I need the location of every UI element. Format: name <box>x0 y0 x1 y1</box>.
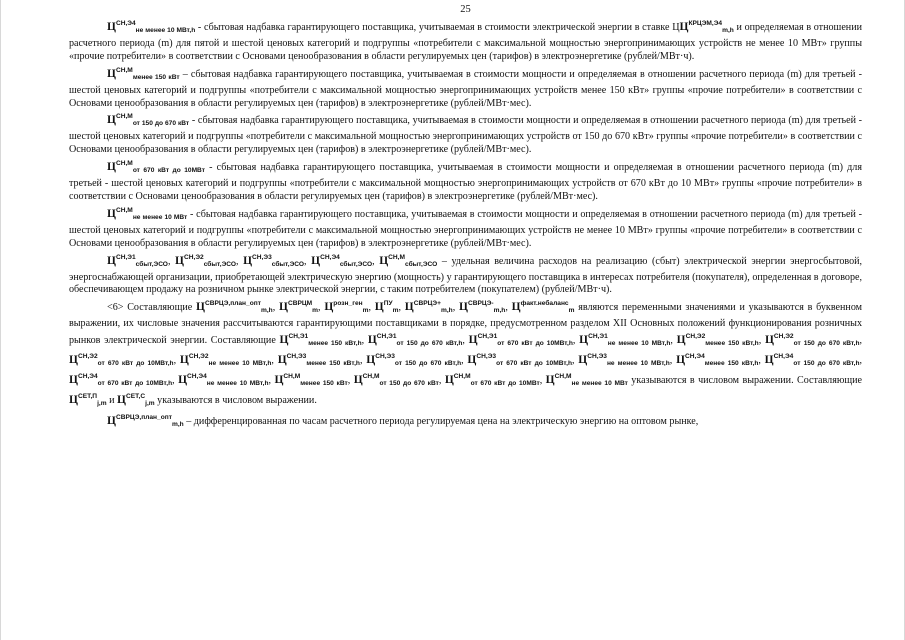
symbol-subscript: не менее 10 МВт,h <box>606 360 670 368</box>
last-paragraph <box>69 412 862 432</box>
symbol-subscript: сбыт,ЭСО <box>405 260 438 268</box>
symbol-subscript: менее 150 кВт,h <box>308 340 362 348</box>
symbol-base: Ц <box>367 334 377 347</box>
paragraph-text: – дифференцированная по часам расчетного периода регулируемая цена на электрическую энергию на оптовом рынке, <box>183 415 699 427</box>
symbol-subscript: от 670 кВт до 10МВт <box>470 379 540 387</box>
paragraph-text: указываются в числовом выражении. <box>154 394 317 406</box>
symbol-superscript: СН,М <box>115 206 133 214</box>
paragraph-text: - сбытовая надбавка гарантирующего поставщика, учитываемая в стоимости мощности и определяемая в отношении расчетного периода (m) для третьей - шестой ценовых категорий и подгруппы «потребители с максимальной мощностью энергопринимающих устройств от 670 кВт до 10 МВт» группы «прочие потребители» в соответствии с Основами ценообразования в области регулируемых цен (тарифов) в электроэнергетике (рублей/МВт·мес). <box>69 162 862 202</box>
symbol-superscript: СН,М <box>115 160 133 168</box>
formula-symbol <box>107 208 187 220</box>
formula-symbol <box>180 354 272 366</box>
symbol-subscript: не менее 10 МВт,h <box>208 360 272 368</box>
symbol-base: Ц <box>279 334 289 347</box>
symbol-base: Ц <box>579 334 589 347</box>
symbol-superscript: СН,Э1 <box>288 333 309 341</box>
formula-symbol <box>178 374 268 386</box>
symbol-superscript: СН,Э4 <box>320 253 340 261</box>
formula-symbol <box>677 334 759 346</box>
symbol-subscript: от 150 до 670 кВт <box>132 120 190 128</box>
formula-symbol <box>676 354 758 366</box>
formula-symbol <box>467 354 572 366</box>
symbol-base: Ц <box>196 301 205 314</box>
symbol-base: Ц <box>764 354 774 367</box>
symbol-superscript: СВРЦЭ,план_опт <box>115 413 172 421</box>
symbol-superscript: ПУ <box>383 300 393 308</box>
symbol-subscript: менее 150 кВт,h <box>704 360 759 368</box>
formula-symbol <box>765 354 860 366</box>
symbol-base: Ц <box>467 354 477 367</box>
symbol-subscript: m,h <box>493 307 506 315</box>
symbol-superscript: СН,М <box>115 113 133 121</box>
formula-symbol <box>459 301 505 313</box>
symbol-base: Ц <box>578 354 588 367</box>
symbol-superscript: СЕТ,С <box>126 392 146 400</box>
formula-symbol <box>311 255 372 267</box>
symbol-base: Ц <box>107 67 116 80</box>
symbol-superscript: СВРЦЭ+ <box>413 300 441 308</box>
formula-symbol <box>546 374 628 386</box>
symbol-subscript: от 670 кВт до 10МВт,h <box>496 360 572 368</box>
symbol-base: Ц <box>179 354 189 367</box>
symbol-base: Ц <box>764 334 774 347</box>
symbol-superscript: СВРЦЭ,план_опт <box>204 300 261 308</box>
formula-symbol <box>278 354 360 366</box>
formula-symbol <box>274 374 347 386</box>
symbol-superscript: СН,Э2 <box>773 333 794 341</box>
symbol-subscript: менее 150 кВт,h <box>306 360 360 368</box>
symbol-base: Ц <box>324 301 334 314</box>
symbol-subscript: от 150 до 670 кВт,h <box>793 360 860 368</box>
symbol-base: Ц <box>107 414 116 427</box>
symbol-superscript: СН,М <box>453 372 471 380</box>
symbol-superscript: СН,М <box>554 372 572 380</box>
symbol-superscript: СН,М <box>362 372 380 380</box>
symbol-base: Ц <box>511 301 521 314</box>
symbol-superscript: КРЦЭМ,Э4 <box>688 20 723 27</box>
formula-symbol <box>107 415 184 427</box>
symbol-subscript: менее 150 кВт <box>132 73 180 81</box>
symbol-subscript: сбыт,ЭСО <box>271 260 305 268</box>
symbol-superscript: СН,М <box>388 253 405 261</box>
symbol-superscript: СН,Э3 <box>587 353 607 361</box>
formula-symbol <box>512 301 575 313</box>
symbol-superscript: СН,М <box>115 66 133 74</box>
symbol-base: Ц <box>374 301 384 314</box>
sbyt-paragraph: $Ц^{СН,Э1}_{сбыт,ЭСО}$, $Ц^{СН,Э2}_{сбыт,ЭСО}$, $Ц^{СН,Э3}_{сбыт,ЭСО}$, $Ц^{СН,Э4}_{сбыт,ЭСО}$, $Ц^{СН,М}_{сбыт,ЭСО}$ – удельная величина расходов на реализацию (сбыт) электрической энергии энергосбытовой, энергоснабжающей организации, приобретающей электрическую энергию (мощность) у гарантирующего поставщика в интересах потребителя (покупателя), определенная в договоре, обеспечивающем продажу на розничном рынке электрической энергии, с таким потребителем (покупателем) (рублей/МВт·ч). <box>69 253 863 296</box>
symbol-base: Ц <box>69 354 78 367</box>
symbol-base: Ц <box>444 373 454 386</box>
symbol-subscript: от 150 до 670 кВт,h <box>394 360 462 368</box>
symbol-base: Ц <box>107 114 116 127</box>
symbol-subscript: m,h <box>260 307 273 315</box>
paragraph-text: – удельная величина расходов на реализацию (сбыт) электрической энергии энергосбытовой, энергоснабжающей организации, приобретающей электрическую энергию (мощность) у гарантирующего поставщика в интересах потребителя (покупателя), определенная в договоре, обеспечивающем продажу на розничном рынке электрической энергии, с таким потребителем (покупателем) (рублей/МВт·ч). <box>69 255 863 296</box>
symbol-superscript: СН,Э3 <box>252 253 272 261</box>
symbol-superscript: СН,Э4 <box>685 353 705 361</box>
symbol-base: Ц <box>107 254 116 267</box>
symbol-superscript: СН,М <box>283 372 301 380</box>
symbol-subscript: менее 150 кВт,h <box>705 340 759 348</box>
symbol-base: Ц <box>353 373 363 386</box>
formula-symbol <box>469 334 573 346</box>
definition-paragraph <box>69 158 862 204</box>
paragraph-text: <6> Составляющие <box>107 302 196 314</box>
symbol-superscript: СН,Э2 <box>685 333 706 341</box>
symbol-base: Ц <box>117 393 126 406</box>
symbol-subscript: от 670 кВт до 10МВт,h <box>97 360 174 368</box>
page-number: 25 <box>460 4 471 15</box>
formula-symbol <box>368 334 463 346</box>
symbol-base: Ц <box>545 373 555 386</box>
formula-symbol <box>69 354 174 366</box>
symbol-subscript: не менее 10 МВт,h <box>135 27 196 34</box>
symbol-superscript: СН,Э4 <box>115 20 136 27</box>
symbol-subscript: m <box>568 307 575 315</box>
symbol-subscript: от 670 кВт до 10МВт <box>132 167 205 175</box>
symbol-superscript: СВРЦМ <box>287 300 313 308</box>
symbol-base: Ц <box>468 334 478 347</box>
symbol-subscript: m,h <box>722 27 734 34</box>
symbol-superscript: СН,Э4 <box>773 353 794 361</box>
formula-symbol <box>107 68 180 80</box>
symbol-base: Ц <box>274 373 284 386</box>
formula-symbol <box>107 255 168 267</box>
symbol-subscript: не менее 10 МВт,h <box>206 379 269 387</box>
symbol-subscript: не менее 10 МВт <box>571 379 628 387</box>
symbol-superscript: СВРЦЭ- <box>467 300 494 308</box>
symbol-superscript: СН,Э1 <box>588 333 608 341</box>
symbol-subscript: от 150 до 670 кВт,h <box>396 340 463 348</box>
symbol-base: Ц <box>278 301 288 314</box>
symbol-superscript: СН,Э1 <box>115 253 136 261</box>
symbol-base: Ц <box>679 21 689 33</box>
symbol-base: Ц <box>676 354 686 367</box>
symbol-superscript: факт.небаланс <box>520 300 569 308</box>
symbol-subscript: j,m <box>97 399 107 407</box>
paragraph-text: указываются в числовом выражении. Составляющие <box>627 374 863 386</box>
symbol-subscript: от 150 до 670 кВт,h <box>793 340 860 348</box>
formula-symbol <box>107 21 195 33</box>
symbol-subscript: менее 150 кВт <box>300 379 348 387</box>
symbol-subscript: от 670 кВт до 10МВт,h <box>497 340 573 348</box>
formula-symbol <box>175 255 236 267</box>
symbol-base: Ц <box>366 354 376 367</box>
symbol-superscript: СН,Э3 <box>286 353 307 361</box>
formula-symbol <box>324 301 368 313</box>
symbol-base: Ц <box>277 354 287 367</box>
symbol-subscript: j,m <box>145 399 155 407</box>
paragraph-text: - сбытовая надбавка гарантирующего поставщика, учитываемая в стоимости мощности и определяемая в отношении расчетного периода (m) для третьей - шестой ценовых категорий и подгруппы «потребители с максимальной мощностью энергопринимающих устройств от 150 до 670 кВт» группы «прочие потребители» в соответствии с Основами ценообразования в области регулируемых цен (тарифов) в электроэнергетике (рублей/МВт·мес). <box>69 115 863 156</box>
formula-symbol <box>107 114 189 126</box>
symbol-base: Ц <box>107 21 116 33</box>
symbol-superscript: розн_ген <box>333 300 363 308</box>
formula-symbol <box>69 374 172 386</box>
symbol-superscript: СН,Э3 <box>375 353 395 361</box>
symbol-superscript: СН,Э4 <box>187 372 207 380</box>
symbol-base: Ц <box>107 207 116 220</box>
definition-paragraph <box>69 18 862 64</box>
symbol-base: Ц <box>243 254 253 267</box>
formula-symbol <box>366 354 461 366</box>
symbol-superscript: СН,Э1 <box>477 333 498 341</box>
definition-paragraph <box>69 111 862 157</box>
symbol-superscript: СЕТ,П <box>77 392 98 400</box>
symbol-subscript: не менее 10 МВт,h <box>607 340 671 348</box>
formula-symbol <box>243 255 304 267</box>
symbol-subscript: сбыт,ЭСО <box>203 260 236 268</box>
symbol-subscript: сбыт,ЭСО <box>339 260 373 268</box>
formula-symbol <box>765 334 860 346</box>
formula-symbol <box>117 394 155 406</box>
symbol-subscript: m,h <box>171 420 184 428</box>
paragraph-text: являются переменными значениями и указываются в буквенном выражении, их числовые значения рассчитываются гарантирующими поставщиками в порядке, предусмотренном разделом XII Основных положений функционирования розничных рынков электрической энергии. Составляющие <box>69 302 863 347</box>
formula-symbol <box>445 374 540 386</box>
symbol-base: Ц <box>311 254 321 267</box>
symbol-subscript: от 150 до 670 кВт <box>379 379 439 387</box>
symbol-base: Ц <box>404 301 414 314</box>
symbol-subscript: m <box>362 307 369 315</box>
paragraph-text: и определяемая в отношении расчетного периода (m) для пятой и шестой ценовых категорий и подгруппы «потребители с максимальной мощностью энергопринимающих устройств не менее 10 МВт» группы «прочие потребители» в соответствии с Основами ценообразования в области регулируемых цен (тарифов) в электроэнергетике (рублей/МВт·ч). <box>69 22 862 62</box>
paragraph-text: - сбытовая надбавка гарантирующего поставщика, учитываемая в стоимости электрической энергии в ставке Ц <box>195 22 680 33</box>
symbol-base: Ц <box>178 373 188 386</box>
symbol-subscript: m <box>392 307 399 315</box>
note-6-paragraph: <6> Составляющие $Ц^{СВРЦЭ,план\_опт}_{m,h}$, $Ц^{СВРЦМ}_m$, $Ц^{розн\_ген}_m$, $Ц^{ПУ}_m$, $Ц^{СВРЦЭ+}_{m,h}$, $Ц^{СВРЦЭ-}_{m,h}$, $Ц^{факт.небаланс}_m$ являются переменными значениями и указываются в буквенном выражении, их числовые значения рассчитываются гарантирующими поставщиками в порядке, предусмотренном разделом XII Основных положений функционирования розничных рынков электрической энергии. Составляющие $Ц^{СН,Э1}_{менее 150 кВт,h}$, $Ц^{СН,Э1}_{от 150 до 670 кВт,h}$, $Ц^{СН,Э1}_{от 670 кВт до 10МВт,h}$, $Ц^{СН,Э1}_{не менее 10 МВт,h}$, $Ц^{СН,Э2}_{менее 150 кВт,h}$, $Ц^{СН,Э2}_{от 150 до 670 кВт,h}$, $Ц^{СН,Э2}_{от 670 кВт до 10МВт,h}$, $Ц^{СН,Э2}_{не менее 10 МВт,h}$, $Ц^{СН,Э3}_{менее 150 кВт,h}$, $Ц^{СН,Э3}_{от 150 до 670 кВт,h}$, $Ц^{СН,Э3}_{от 670 кВт до 10МВт,h}$, $Ц^{СН,Э3}_{не менее 10 МВт,h}$, $Ц^{СН,Э4}_{менее 150 кВт,h}$, $Ц^{СН,Э4}_{от 150 до 670 кВт,h}$, $Ц^{СН,Э4}_{от 670 кВт до 10МВт,h}$, $Ц^{СН,Э4}_{не менее 10 МВт,h}$, $Ц^{СН,М}_{менее 150 кВт}$, $Ц^{СН,М}_{от 150 до 670 кВт}$, $Ц^{СН,М}_{от 670 кВт до 10МВт}$, $Ц^{СН,М}_{не менее 10 МВт}$ указываются в числовом выражении. Составляющие $Ц^{СЕТ,П}_{j,m}$ и $Ц^{СЕТ,С}_{j,m}$ указываются в числовом выражении. <box>69 300 863 407</box>
symbol-superscript: СН,Э2 <box>188 353 209 361</box>
formula-symbol <box>680 21 734 33</box>
formula-symbol <box>280 334 362 346</box>
symbol-subscript: от 670 кВт до 10МВт,h <box>97 379 173 387</box>
formula-symbol <box>405 301 453 313</box>
definition-paragraph <box>69 65 862 111</box>
formula-symbol <box>354 374 439 386</box>
symbol-base: Ц <box>175 254 184 267</box>
formula-symbol <box>107 161 205 173</box>
symbol-superscript: СН,Э2 <box>77 353 98 361</box>
symbol-subscript: не менее 10 МВт <box>132 213 188 221</box>
symbol-base: Ц <box>379 254 389 267</box>
definition-paragraph <box>69 205 862 251</box>
symbol-subscript: m <box>312 307 319 315</box>
formula-symbol <box>69 394 107 406</box>
formula-symbol <box>279 301 318 313</box>
formula-symbol <box>579 334 670 346</box>
definitions-section <box>69 18 862 251</box>
paragraph-text: - сбытовая надбавка гарантирующего поставщика, учитываемая в стоимости мощности и определяемая в отношении расчетного периода (m) для третьей - шестой ценовых категорий и подгруппы «потребители с максимальной мощностью энергопринимающих устройств не менее 10 МВт» группы «прочие потребители» в соответствии с Основами ценообразования в области регулируемых цен (тарифов) в электроэнергетике (рублей/МВт·мес). <box>69 208 863 249</box>
formula-symbol <box>196 301 273 313</box>
symbol-superscript: СН,Э2 <box>184 253 204 261</box>
paragraph-text: – сбытовая надбавка гарантирующего поставщика, учитываемая в стоимости мощности и определяемая в отношении расчетного периода (m) для третьей - шестой ценовых категорий и подгруппы «потребители с максимальной мощностью энергопринимающих устройств менее 150 кВт» группы «прочие потребители» в соответствии с Основами ценообразования в области регулируемых цен (тарифов) в электроэнергетике (рублей/МВт·мес). <box>69 68 863 109</box>
symbol-base: Ц <box>69 373 78 386</box>
symbol-superscript: СН,Э4 <box>77 372 98 380</box>
symbol-superscript: СН,Э3 <box>476 353 497 361</box>
formula-symbol <box>578 354 670 366</box>
formula-symbol <box>379 255 437 267</box>
symbol-base: Ц <box>459 301 468 314</box>
symbol-subscript: m,h <box>440 307 453 315</box>
symbol-base: Ц <box>107 161 116 174</box>
paragraph-text: и <box>106 394 118 406</box>
formula-symbol <box>375 301 399 313</box>
symbol-base: Ц <box>676 334 686 347</box>
symbol-subscript: сбыт,ЭСО <box>135 260 168 268</box>
symbol-base: Ц <box>69 393 78 406</box>
symbol-superscript: СН,Э1 <box>376 333 397 341</box>
